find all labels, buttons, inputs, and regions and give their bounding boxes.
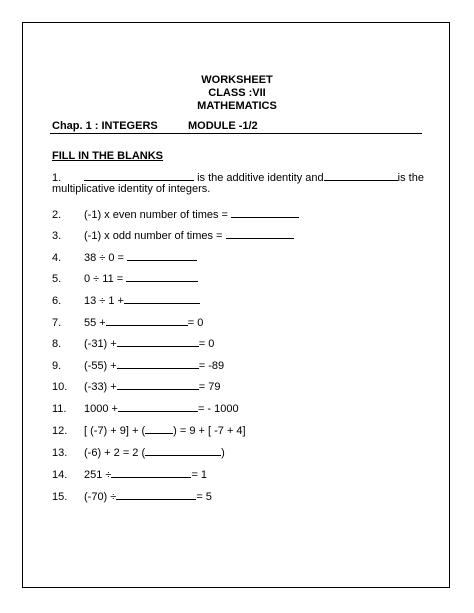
question-text: (-33) +	[84, 381, 117, 393]
question-12	[52, 423, 246, 438]
question-number: 11.	[52, 403, 67, 415]
question-text: = 79	[198, 381, 221, 393]
question-text: )	[221, 447, 225, 459]
answer-blank[interactable]	[118, 401, 198, 412]
chapter-label: Chap. 1 : INTEGERS	[52, 120, 158, 132]
question-text: = -89	[198, 360, 225, 372]
question-3	[52, 228, 294, 243]
question-number: 14.	[52, 469, 68, 481]
question-text: is the additive identity and	[197, 172, 324, 184]
question-number: 2.	[52, 209, 62, 221]
section-heading: FILL IN THE BLANKS	[52, 150, 164, 162]
question-number: 1.	[52, 172, 62, 184]
answer-blank[interactable]	[111, 467, 191, 478]
answer-blank[interactable]	[117, 379, 199, 390]
question-number: 9.	[52, 360, 62, 372]
question-text: (-6) + 2 = 2 (	[84, 447, 146, 459]
question-number: 8.	[52, 338, 62, 350]
question-text: is the	[397, 172, 424, 184]
question-15	[52, 489, 212, 504]
answer-blank[interactable]	[145, 445, 221, 456]
question-text: (-1) x even number of times =	[84, 209, 228, 221]
header-divider	[50, 133, 422, 134]
question-2	[52, 207, 299, 222]
answer-blank[interactable]	[117, 358, 199, 369]
question-text: 13 ÷ 1 +	[84, 295, 124, 307]
question-number: 4.	[52, 252, 62, 264]
question-10	[52, 379, 220, 394]
question-text: 55 +	[84, 317, 106, 329]
answer-blank[interactable]	[127, 250, 197, 261]
question-text: 1000 +	[84, 403, 118, 415]
question-number: 13.	[52, 447, 68, 459]
question-5	[52, 271, 198, 286]
question-6	[52, 293, 200, 308]
question-text: (-55) +	[84, 360, 117, 372]
question-8	[52, 336, 214, 351]
question-text: 38 ÷ 0 =	[84, 252, 124, 264]
question-4	[52, 250, 197, 265]
answer-blank[interactable]	[126, 271, 198, 282]
question-9	[52, 358, 224, 373]
question-number: 12.	[52, 425, 68, 437]
question-text: ) = 9 + [ -7 + 4]	[173, 425, 246, 437]
question-text: = 1	[191, 469, 208, 481]
question-number: 3.	[52, 230, 62, 242]
question-text: 251 ÷	[84, 469, 112, 481]
question-text: = 0	[198, 338, 215, 350]
answer-blank[interactable]	[106, 315, 188, 326]
question-7	[52, 315, 203, 330]
subject-title: MATHEMATICS	[197, 100, 277, 112]
question-text: [ (-7) + 9] + (	[84, 425, 146, 437]
answer-blank[interactable]	[226, 228, 294, 239]
module-label: MODULE -1/2	[188, 120, 258, 132]
question-number: 6.	[52, 295, 62, 307]
answer-blank[interactable]	[124, 293, 200, 304]
answer-blank[interactable]	[324, 170, 398, 181]
answer-blank[interactable]	[84, 170, 194, 181]
question-text: = 0	[187, 317, 204, 329]
question-13	[52, 445, 225, 460]
question-text: (-31) +	[84, 338, 117, 350]
question-text: (-70) ÷	[84, 491, 117, 503]
answer-blank[interactable]	[145, 423, 173, 434]
answer-blank[interactable]	[231, 207, 299, 218]
question-14	[52, 467, 207, 482]
answer-blank[interactable]	[116, 489, 196, 500]
question-11	[52, 401, 239, 416]
answer-blank[interactable]	[117, 336, 199, 347]
question-text: 0 ÷ 11 =	[84, 273, 124, 285]
question-1-continued: multiplicative identity of integers.	[52, 183, 211, 195]
question-number: 7.	[52, 317, 62, 329]
class-title: CLASS :VII	[208, 87, 266, 99]
question-number: 10.	[52, 381, 68, 393]
question-number: 5.	[52, 273, 62, 285]
worksheet-title: WORKSHEET	[201, 74, 273, 86]
question-text: = 5	[196, 491, 212, 503]
question-text: (-1) x odd number of times =	[84, 230, 223, 242]
question-text: = - 1000	[197, 403, 239, 415]
question-number: 15.	[52, 491, 68, 503]
